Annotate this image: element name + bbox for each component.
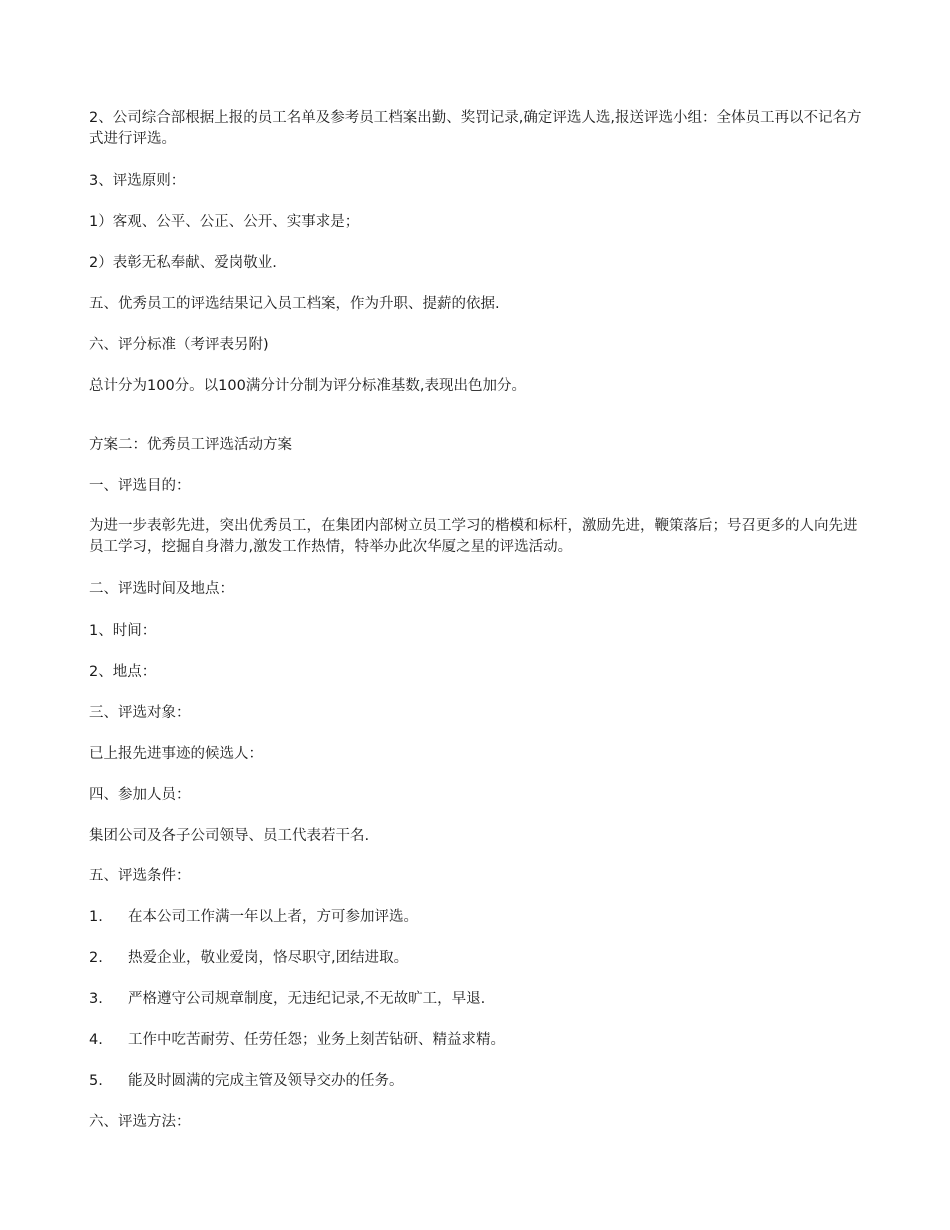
paragraph-section-six-scoring: 六、评分标准（考评表另附) (89, 337, 269, 353)
list-item-text: 能及时圆满的完成主管及领导交办的任务。 (128, 1073, 404, 1089)
paragraph-principle-2: 2）表彰无私奉献、爱岗敬业. (89, 255, 277, 271)
paragraph-conditions-heading: 五、评选条件： (89, 868, 191, 884)
paragraph-participants-heading: 四、参加人员： (89, 787, 191, 803)
paragraph-candidates: 已上报先进事迹的候选人： (89, 746, 263, 762)
paragraph-section-five-results: 五、优秀员工的评选结果记入员工档案，作为升职、提薪的依据. (89, 296, 500, 312)
paragraph-place: 2、地点： (89, 664, 157, 680)
list-number: 2. (89, 950, 103, 966)
list-item-condition-2 (89, 948, 864, 969)
paragraph-participants: 集团公司及各子公司领导、员工代表若干名. (89, 828, 370, 844)
paragraph-purpose-heading: 一、评选目的： (89, 478, 191, 494)
paragraph-time: 1、时间： (89, 623, 157, 639)
list-item-text: 热爱企业，敬业爱岗，恪尽职守,团结进取。 (128, 950, 409, 966)
paragraph-purpose-body: 为进一步表彰先进，突出优秀员工，在集团内部树立员工学习的楷模和标杆，激励先进，鞭策落后；号召更多的人向先进员工学习，挖掘自身潜力,激发工作热情，特举办此次华厦之星的评选活动。 (89, 518, 858, 555)
list-item-condition-3 (89, 989, 864, 1010)
paragraph-total-score: 总计分为100分。以100满分计分制为评分标准基数,表现出色加分。 (89, 378, 526, 394)
list-number: 3. (89, 991, 103, 1007)
paragraph-principle-1: 1）客观、公平、公正、公开、实事求是； (89, 214, 360, 230)
paragraph-target-heading: 三、评选对象： (89, 705, 191, 721)
list-item-text: 工作中吃苦耐劳、任劳任怨；业务上刻苦钻研、精益求精。 (128, 1032, 505, 1048)
list-number: 5. (89, 1073, 103, 1089)
list-number: 1. (89, 909, 103, 925)
list-item-condition-5 (89, 1071, 864, 1092)
paragraph-selection-principles-heading: 3、评选原则： (89, 173, 186, 189)
paragraph-plan-two-title: 方案二：优秀员工评选活动方案 (89, 437, 292, 453)
paragraph-time-place-heading: 二、评选时间及地点： (89, 581, 234, 597)
list-number: 4. (89, 1032, 103, 1048)
list-item-text: 严格遵守公司规章制度，无违纪记录,不无故旷工，早退. (128, 991, 486, 1007)
paragraph-method-heading: 六、评选方法： (89, 1114, 191, 1130)
paragraph-nomination-process: 2、公司综合部根据上报的员工名单及参考员工档案出勤、奖罚记录,确定评选人选,报送评选小组：全体员工再以不记名方式进行评选。 (89, 110, 862, 147)
list-item-text: 在本公司工作满一年以上者，方可参加评选。 (128, 909, 418, 925)
list-item-condition-4 (89, 1030, 864, 1051)
list-item-condition-1 (89, 907, 864, 928)
